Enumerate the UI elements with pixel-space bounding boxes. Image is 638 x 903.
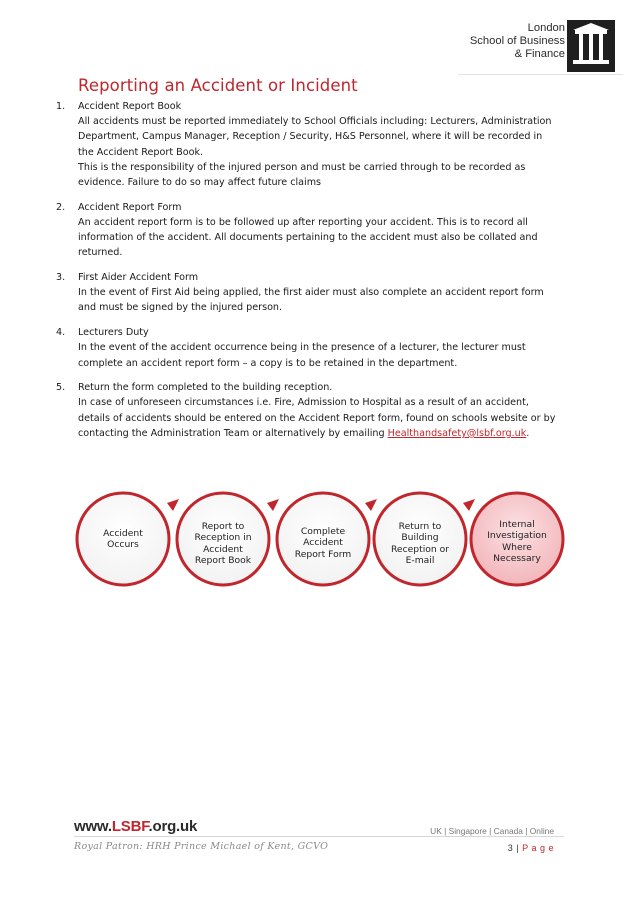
flow-arrow-icon (365, 499, 377, 511)
flow-step-text: Investigation (487, 530, 547, 542)
health-safety-email-link[interactable]: Healthandsafety@lsbf.org.uk (387, 427, 527, 439)
item-text: An accident report form is to be followed up after reporting your accident. This is to record all (78, 216, 528, 228)
column-crest-icon (567, 20, 615, 72)
flow-step-text: Complete (300, 526, 346, 537)
flow-step-text: Occurs (107, 539, 139, 551)
logo-line-1: London (527, 22, 565, 34)
item-text: evidence. Failure to do so may affect future claims (78, 177, 322, 189)
flow-step-text: Report Form (294, 548, 352, 560)
flow-step-text: Report to (201, 521, 245, 532)
list-number: 3. (56, 272, 66, 284)
list-item (56, 325, 566, 371)
item-text: information of the accident. All documents pertaining to the accident must also be collated and (78, 232, 538, 244)
sentence-end: . (526, 427, 530, 439)
flow-step-5-label (475, 519, 559, 564)
item-heading: Accident Report Book (78, 101, 182, 112)
flow-step-text: Accident (203, 543, 243, 555)
item-text: Department, Campus Manager, Reception / Security, H&S Personnel, where it will be recorded in (78, 131, 543, 143)
item-text: This is the responsibility of the injured person and must be carried through to be recorded as (78, 161, 526, 173)
item-text: In case of unforeseen circumstances i.e. Fire, Admission to Hospital as a result of an accident, (78, 397, 529, 409)
flow-step-4-label (380, 521, 460, 566)
list-number: 2. (56, 201, 66, 213)
list-number: 4. (56, 327, 66, 339)
page-number-value: 3 (507, 843, 514, 853)
flow-step-text: Return to (398, 521, 442, 532)
footer-divider (74, 836, 564, 837)
item-text: All accidents must be reported immediately to School Officials including: Lecturers, Administration (78, 116, 552, 128)
contact-text: contacting the Administration Team or alternatively by emailing (78, 427, 388, 439)
list-item (56, 200, 566, 261)
flow-step-3-label (283, 526, 363, 560)
list-item (56, 380, 566, 441)
item-text: the Accident Report Book. (78, 146, 204, 158)
page-number-separator: | (513, 843, 523, 853)
process-flow-diagram (75, 489, 565, 589)
url-prefix: www. (74, 818, 112, 835)
item-text: complete an accident report form – a copy is to be retained in the department. (78, 357, 458, 369)
item-text: In the event of the accident occurrence being in the presence of a lecturer, the lecturer must (78, 342, 526, 354)
list-item (56, 270, 566, 316)
item-text-with-email (78, 426, 566, 441)
flow-step-2-label (183, 521, 263, 566)
header-logo (458, 14, 623, 75)
flow-step-text: Internal (499, 519, 535, 530)
logo-line-3: & Finance (514, 48, 565, 60)
logo-text (470, 22, 565, 61)
flow-step-text: Reception or (390, 543, 450, 555)
item-heading: Lecturers Duty (78, 327, 149, 339)
flow-step-text: Where (502, 541, 532, 553)
flow-arrow-icon (267, 499, 279, 511)
footer-website-link[interactable] (74, 818, 197, 835)
flow-step-text: Necessary (493, 552, 541, 564)
flow-step-text: Building (401, 532, 439, 544)
item-heading: First Aider Accident Form (78, 272, 199, 284)
flow-step-1-label (88, 528, 158, 551)
flow-step-text: Accident (103, 528, 143, 539)
logo-line-2: School of Business (469, 35, 565, 47)
list-item (56, 99, 566, 190)
url-suffix: .org.uk (148, 818, 198, 835)
flow-arrow-icon (463, 499, 475, 511)
page-title: Reporting an Accident or Incident (78, 76, 358, 95)
footer-locations: UK | Singapore | Canada | Online (430, 826, 554, 836)
flow-step-text: Accident (303, 537, 343, 549)
flow-step-text: E-mail (405, 554, 435, 566)
flow-step-text: Report Book (194, 554, 252, 566)
item-heading: Accident Report Form (78, 201, 182, 213)
flow-step-text: Reception in (194, 532, 252, 544)
page-number (508, 843, 554, 853)
item-heading: Return the form completed to the building reception. (78, 382, 333, 394)
list-number: 5. (56, 382, 66, 394)
item-text: and must be signed by the injured person. (78, 302, 283, 314)
item-text: In the event of First Aid being applied, the first aider must also complete an accident report form (78, 287, 544, 299)
list-number: 1. (56, 101, 66, 112)
item-text: returned. (78, 247, 123, 259)
page-word: P a g e (522, 843, 554, 853)
url-brand: LSBF (111, 818, 149, 835)
footer-royal-patron: Royal Patron: HRH Prince Michael of Kent, GCVO (74, 841, 329, 852)
item-text: details of accidents should be entered on the Accident Report form, found on schools website or by (78, 412, 556, 424)
accident-procedure-list (56, 99, 566, 451)
